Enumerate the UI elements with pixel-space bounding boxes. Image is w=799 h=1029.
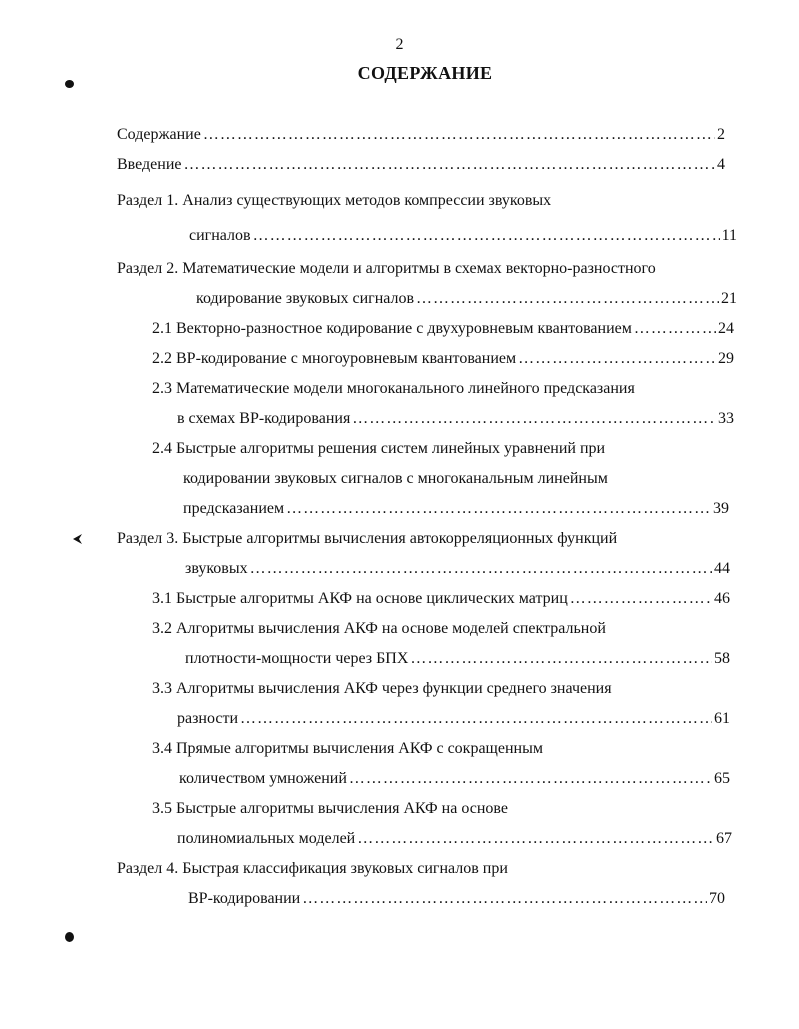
toc-page-number: 2 <box>717 126 725 143</box>
toc-entry <box>196 289 737 309</box>
leader-dots <box>253 226 720 246</box>
toc-entry-label: Раздел 1. Анализ существующих методов компрессии звуковых <box>117 192 552 209</box>
leader-dots <box>518 349 716 369</box>
toc-entry-label: сигналов <box>189 227 251 244</box>
leader-dots <box>349 769 712 789</box>
toc-entry-label: кодирование звуковых сигналов <box>196 290 415 307</box>
toc-page-number: 29 <box>718 350 734 367</box>
toc-entry <box>117 155 725 175</box>
toc-entry <box>179 769 730 789</box>
punch-hole-mark <box>65 80 74 88</box>
toc-entry-label: 3.2 Алгоритмы вычисления АКФ на основе моделей спектральной <box>152 620 606 637</box>
toc-entry-label: разности <box>177 710 239 727</box>
toc-entry-label: кодировании звуковых сигналов с многоканальным линейным <box>183 470 608 487</box>
toc-entry-label: звуковых <box>185 560 248 577</box>
leader-dots <box>240 709 712 729</box>
toc-page-number: 39 <box>713 500 729 517</box>
toc-entry <box>152 349 734 369</box>
toc-page-number: 46 <box>714 590 730 607</box>
leader-dots <box>184 155 716 175</box>
leader-dots <box>302 889 707 909</box>
toc-page-number: 44 <box>714 560 730 577</box>
toc-entry-label: Содержание <box>117 126 201 143</box>
toc-entry-label: ВР-кодировании <box>188 890 301 907</box>
toc-entry <box>188 889 725 909</box>
toc-entry-label: 2.1 Векторно-разностное кодирование с двухуровневым квантованием <box>152 320 632 337</box>
toc-entry-label: предсказанием <box>183 500 285 517</box>
toc-page-number: 4 <box>717 156 725 173</box>
toc-entry-label: 3.1 Быстрые алгоритмы АКФ на основе циклических матриц <box>152 590 568 607</box>
toc-entry <box>185 649 730 669</box>
toc-entry-label: 3.5 Быстрые алгоритмы вычисления АКФ на основе <box>152 800 508 817</box>
toc-entry-label: полиномиальных моделей <box>177 830 356 847</box>
toc-page-number: 11 <box>721 227 737 244</box>
toc-entry-label: плотности-мощности через БПХ <box>185 650 409 667</box>
leader-dots <box>634 319 716 339</box>
toc-page-number: 33 <box>718 410 734 427</box>
toc-page-number: 65 <box>714 770 730 787</box>
toc-entry-label: Раздел 2. Математические модели и алгоритмы в схемах векторно-разностного <box>117 260 656 277</box>
scan-mark <box>70 533 84 545</box>
toc-page-number: 67 <box>716 830 732 847</box>
toc-entry <box>189 226 737 246</box>
toc-entry <box>117 125 725 145</box>
toc-entry-label: Раздел 4. Быстрая классификация звуковых сигналов при <box>117 860 508 877</box>
leader-dots <box>286 499 711 519</box>
toc-entry <box>152 319 734 339</box>
toc-page-number: 24 <box>718 320 734 337</box>
toc-entry-label: 2.3 Математические модели многоканального линейного предсказания <box>152 380 635 397</box>
toc-page-number: 70 <box>709 890 725 907</box>
leader-dots <box>203 125 715 145</box>
leader-dots <box>570 589 712 609</box>
toc-entry <box>177 409 734 429</box>
punch-hole-mark <box>65 932 74 942</box>
toc-entry <box>185 559 730 579</box>
toc-entry-label: 3.4 Прямые алгоритмы вычисления АКФ с сокращенным <box>152 740 543 757</box>
leader-dots <box>250 559 712 579</box>
toc-entry <box>152 589 730 609</box>
leader-dots <box>352 409 716 429</box>
toc-entry-label: 3.3 Алгоритмы вычисления АКФ через функции среднего значения <box>152 680 612 697</box>
page-number: 2 <box>395 36 404 53</box>
toc-page-number: 61 <box>714 710 730 727</box>
toc-entry-label: Введение <box>117 156 182 173</box>
leader-dots <box>410 649 712 669</box>
leader-dots <box>416 289 719 309</box>
toc-entry-label: количеством умножений <box>179 770 347 787</box>
toc-page-number: 21 <box>721 290 737 307</box>
toc-page-number: 58 <box>714 650 730 667</box>
toc-entry <box>177 829 732 849</box>
toc-entry-label: 2.2 ВР-кодирование с многоуровневым квантованием <box>152 350 517 367</box>
page-title: СОДЕРЖАНИЕ <box>357 63 493 83</box>
leader-dots <box>357 829 714 849</box>
toc-entry <box>183 499 729 519</box>
toc-entry <box>177 709 730 729</box>
toc-entry-label: Раздел 3. Быстрые алгоритмы вычисления автокорреляционных функций <box>117 530 618 547</box>
toc-entry-label: в схемах ВР-кодирования <box>177 410 351 427</box>
toc-entry-label: 2.4 Быстрые алгоритмы решения систем линейных уравнений при <box>152 440 606 457</box>
